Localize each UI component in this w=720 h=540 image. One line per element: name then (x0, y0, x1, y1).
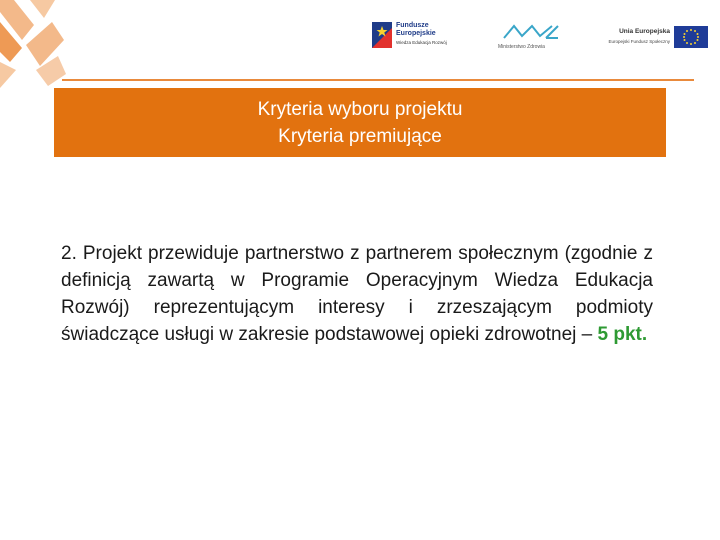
eu-logo (588, 18, 710, 56)
corner-decoration (0, 0, 70, 90)
title-line-2: Kryteria premiujące (278, 125, 442, 147)
funds-program: Wiedza Edukacja Rozwój (396, 40, 447, 45)
criterion-number: 2. (61, 243, 77, 264)
title-line-1: Kryteria wyboru projektu (257, 98, 463, 120)
european-funds-star-icon (372, 22, 392, 48)
eu-name: Unia Europejska (619, 28, 670, 35)
title-banner (54, 88, 666, 157)
logo-bar (370, 18, 710, 56)
criterion-text: Projekt przewiduje partnerstwo z partnerem społecznym (zgodnie z definicją zawartą w Programie Operacyjnym Wiedza Edukacja Rozwój) reprezentującym interesy i zrzeszającym podmioty świadczące usługi w zakresie podstawowej opieki zdrowotnej – (61, 243, 653, 345)
european-funds-logo (370, 18, 480, 56)
criterion-points: 5 pkt. (597, 324, 648, 345)
funds-name: Fundusze Europejskie (396, 22, 436, 37)
eu-flag-icon (674, 26, 708, 48)
header-divider (62, 79, 694, 81)
ministry-mz-logo-icon (502, 20, 562, 44)
criterion-paragraph (61, 240, 653, 348)
ministry-logo (498, 18, 568, 56)
ministry-caption: Ministerstwo Zdrowia (498, 44, 545, 50)
eu-fund-name: Europejski Fundusz Społeczny (608, 39, 670, 44)
